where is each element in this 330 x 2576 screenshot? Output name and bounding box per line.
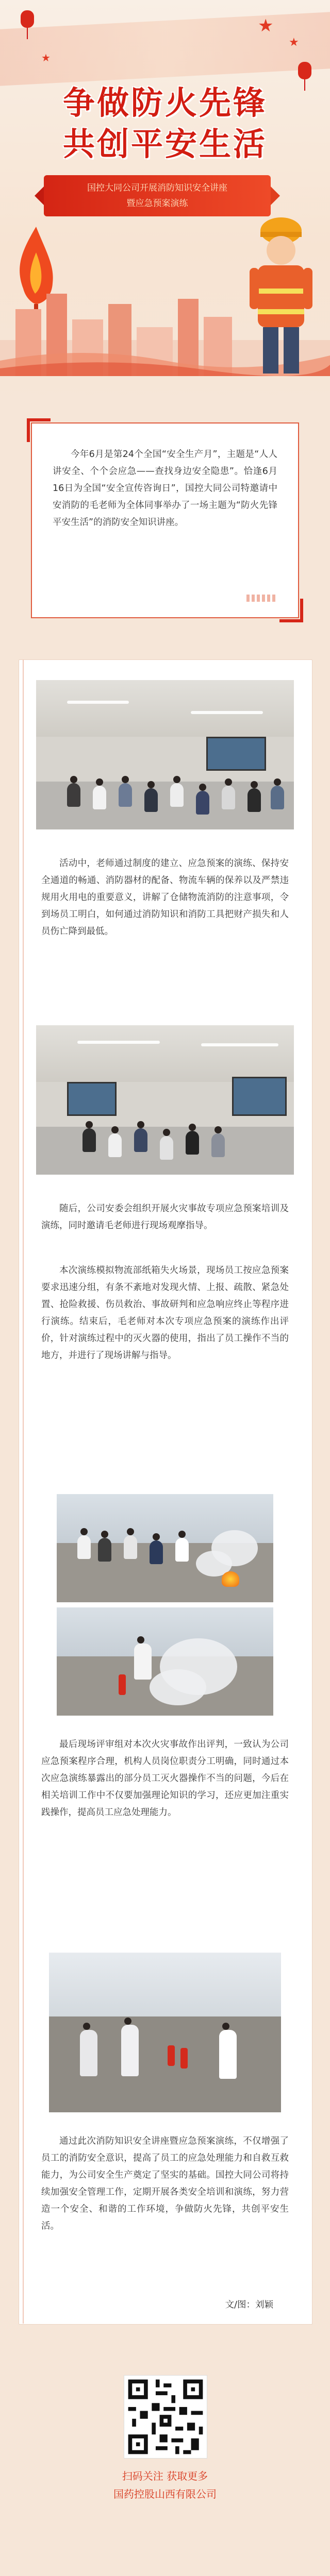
worker-figure-icon xyxy=(242,206,320,381)
banner-subtitle xyxy=(44,175,271,216)
intro-card xyxy=(31,422,299,618)
paragraph-5: 通过此次消防知识安全讲座暨应急预案演练，不仅增强了员工的消防安全意识，提高了员工的应急处理能力和自救互救能力，为公司安全生产奠定了坚实的基础。国控大同公司将持续加强安全管理工作，定期开展各类安全培训和演练，努力营造一个安全、和谐的工作环境，争做防火先锋，共创平安生活。 xyxy=(41,2136,289,2231)
star-icon: ★ xyxy=(258,15,274,36)
scan-prompt: 扫码关注 获取更多 xyxy=(122,2470,208,2482)
paragraph-1: 活动中，老师通过制度的建立、应急预案的演练、保持安全通道的畅通、消防器材的配备、物流车辆的保养以及严禁违规用火用电的重要意义，讲解了仓储物流消防的注意事项，令到场员工明白，如何通过消防知识和消防工具把财产损失和人员伤亡降到最低。 xyxy=(41,858,289,937)
content-edge-line xyxy=(23,659,24,2324)
lantern-icon xyxy=(298,62,311,79)
photo-evaluation xyxy=(49,1953,281,2112)
company-name: 国药控股山西有限公司 xyxy=(113,2488,217,2500)
paragraph-4: 最后现场评审组对本次火灾事故作出评判，一致认为公司应急预案程序合理，机构人员岗位职责分工明确，同时通过本次应急演练暴露出的部分员工灭火器操作不当的问题，今后在相关培训工作中不仅要加强理论知识的学习，还应更加注重实践操作，提高员工应急处理能力。 xyxy=(41,1739,289,1818)
photo-lecture-2 xyxy=(36,1025,294,1175)
photo-drill-2 xyxy=(57,1607,273,1716)
paragraph-2: 随后，公司安委会组织开展火灾事故专项应急预案培训及演练，同时邀请毛老师进行现场观摩指导。 xyxy=(41,1204,289,1231)
header-banner xyxy=(0,0,330,412)
photo-drill-1 xyxy=(57,1494,273,1602)
paragraph-3: 本次演练模拟物流部纸箱失火场景，现场员工按应急预案要求迅速分组，有条不紊地对发现火情、上报、疏散、紧急处置、抢险救援、伤员救治、事故研判和应急响应终止等程序进行演练。结束后，毛老师对本次专项应急预案的演练作出评价，针对演练过程中的灭火器的使用，指出了员工操作不当的地方，并进行了现场讲解与指导。 xyxy=(41,1265,289,1361)
banner-stripe xyxy=(0,11,330,87)
qr-code-icon[interactable] xyxy=(124,2375,207,2459)
lantern-icon xyxy=(21,10,34,28)
photo-lecture-1 xyxy=(36,680,294,829)
intro-text: 今年6月是第24个全国“安全生产月”，主题是“人人讲安全、个个会应急——查找身边安全隐患”。恰逢6月16日为全国“安全宣传咨询日”，国控大同公司特邀请中安消防的毛老师为全体同事举办了一场主题为“防火先锋 平安生活”的消防安全知识讲座。 xyxy=(53,449,277,528)
banner-title-line2: 共创平安生活 xyxy=(62,125,267,163)
banner-title-line1: 争做防火先锋 xyxy=(62,84,267,122)
banner-subtitle-line1: 国控大同公司开展消防知识安全讲座 xyxy=(87,183,227,193)
banner-subtitle-line2: 暨应急预案演练 xyxy=(126,198,188,209)
star-icon: ★ xyxy=(289,36,299,49)
star-icon: ★ xyxy=(41,52,51,64)
card-decoration xyxy=(246,595,277,602)
author-credit: 文/图：刘颖 xyxy=(225,2300,273,2310)
